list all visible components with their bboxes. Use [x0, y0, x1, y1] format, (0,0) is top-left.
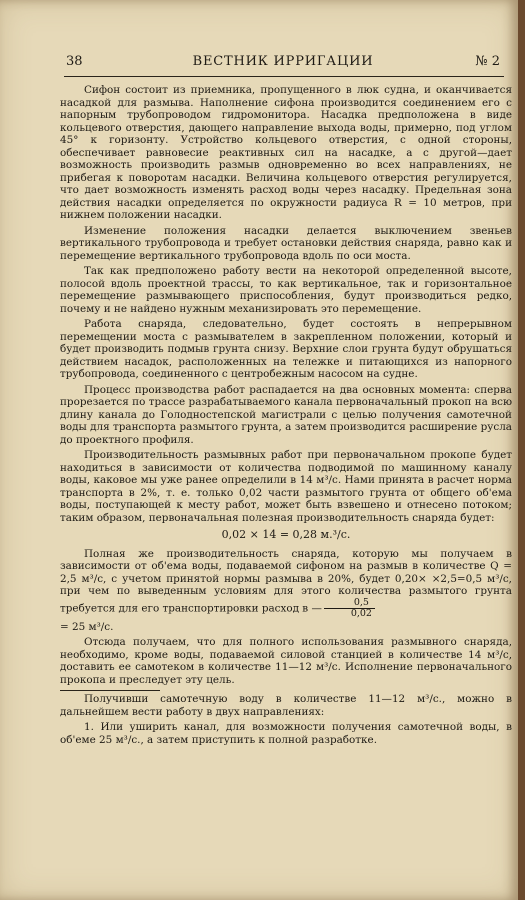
article-body: [60, 84, 512, 749]
paragraph-7: [60, 548, 512, 634]
paragraph-7-result: = 25 м³/с.: [60, 620, 114, 633]
paragraph-7-text: Полная же производительность снаряда, которую мы получаем в зависимости от об'ема воды, подаваемой сифоном на размыв в количестве Q = 2,5 м³/с, с учетом принятой нормы размыва в 20%, будет 0,20× ×2,5=0,5 м³/с, при чем по выведенным условиям для этого количества размытого грунта требуется для его транспортировки расход в —: [60, 547, 512, 614]
formula-productivity: 0,02 × 14 = 0,28 м.³/с.: [221, 528, 351, 541]
fraction: [324, 598, 375, 619]
paragraph-4: Работа снаряда, следовательно, будет состоять в непрерывном перемещении моста с размывателем в закрепленном положении, который и будет производить подмыв грунта снизу. Верхние слои грунта будут обрушаться действием насадок, расположенных на тележке и питающихся из напорного трубопровода, соединенного с центробежным насосом на судне.: [60, 318, 512, 380]
issue-number: № 2: [475, 54, 500, 69]
paragraph-1: Сифон состоит из приемника, пропущенного в люк судна, и оканчивается насадкой для размыва. Наполнение сифона производится соединением его с напорным трубопроводом гидромонитора. Насадка предположена в виде кольцевого отверстия, дающего направление выхода воды, примерно, под углом 45° к горизонту. Устройство кольцевого отверстия, с одной стороны, обеспечивает равновесие реактивных сил на насадке, а с другой—дает возможность производить размыв одновременно во всех направлениях, не прибегая к поворотам насадки. Величина кольцевого отверстия регулируется, что дает возможность изменять расход воды через насадку. Предельная зона действия насадки определяется по окружности радиуса R = 10 метров, при нижнем положении насадки.: [60, 84, 512, 221]
paragraph-5: Процесс производства работ распадается на два основных момента: сперва прорезается по трассе разрабатываемого канала первоначальный прокоп на всю длину канала до Голодностепской магистрали с целью получения самотечной воды для транспорта размытого грунта, а затем производится расширение русла до проектного профиля.: [60, 383, 512, 446]
paragraph-10: 1. Или уширить канал, для возможности получения самотечной воды, в об'еме 25 м³/с., а затем приступить к полной разработке.: [60, 721, 512, 746]
fraction-numerator: 0,5: [324, 598, 375, 609]
paragraph-6: Производительность размывных работ при первоначальном прокопе будет находиться в зависимости от количества подводимой по машинному каналу воды, каковое мы уже ранее определили в 14 м³/с. Нами принята в расчет норма транспорта в 2%, т. е. только 0,02 части размытого грунта от общего об'ема воды, поступающей к месту работ, может быть взвешено и отнесено потоком; таким образом, первоначальная полезная производительность снаряда будет:: [60, 449, 512, 524]
page-header: [66, 54, 500, 72]
paragraph-3: Так как предположено работу вести на некоторой определенной высоте, полосой вдоль проектной трассы, то как вертикальное, так и горизонтальное перемещение размывающего приспособления, будут производиться редко, почему и не найдено нужным механизировать это перемещение.: [60, 265, 512, 315]
section-rule: [60, 690, 160, 691]
fraction-denominator: 0,02: [350, 607, 372, 619]
paragraph-8: Отсюда получаем, что для полного использования размывного снаряда, необходимо, кроме воды, подаваемой силовой станцией в количестве 14 м³/с, доставить ее самотеком в количестве 11—12 м³/с. Исполнение первоначального прокопа и преследует эту цель.: [60, 636, 512, 686]
journal-title: ВЕСТНИК ИРРИГАЦИИ: [192, 54, 374, 69]
page-number: 38: [66, 54, 83, 69]
header-rule: [64, 76, 504, 77]
paragraph-2: Изменение положения насадки делается выключением звеньев вертикального трубопровода и требует остановки действия снаряда, равно как и перемещение вертикального трубопровода вдоль по оси моста.: [60, 224, 512, 262]
paragraph-9: Получивши самотечную воду в количестве 11—12 м³/с., можно в дальнейшем вести работу в двух направлениях:: [60, 693, 512, 718]
